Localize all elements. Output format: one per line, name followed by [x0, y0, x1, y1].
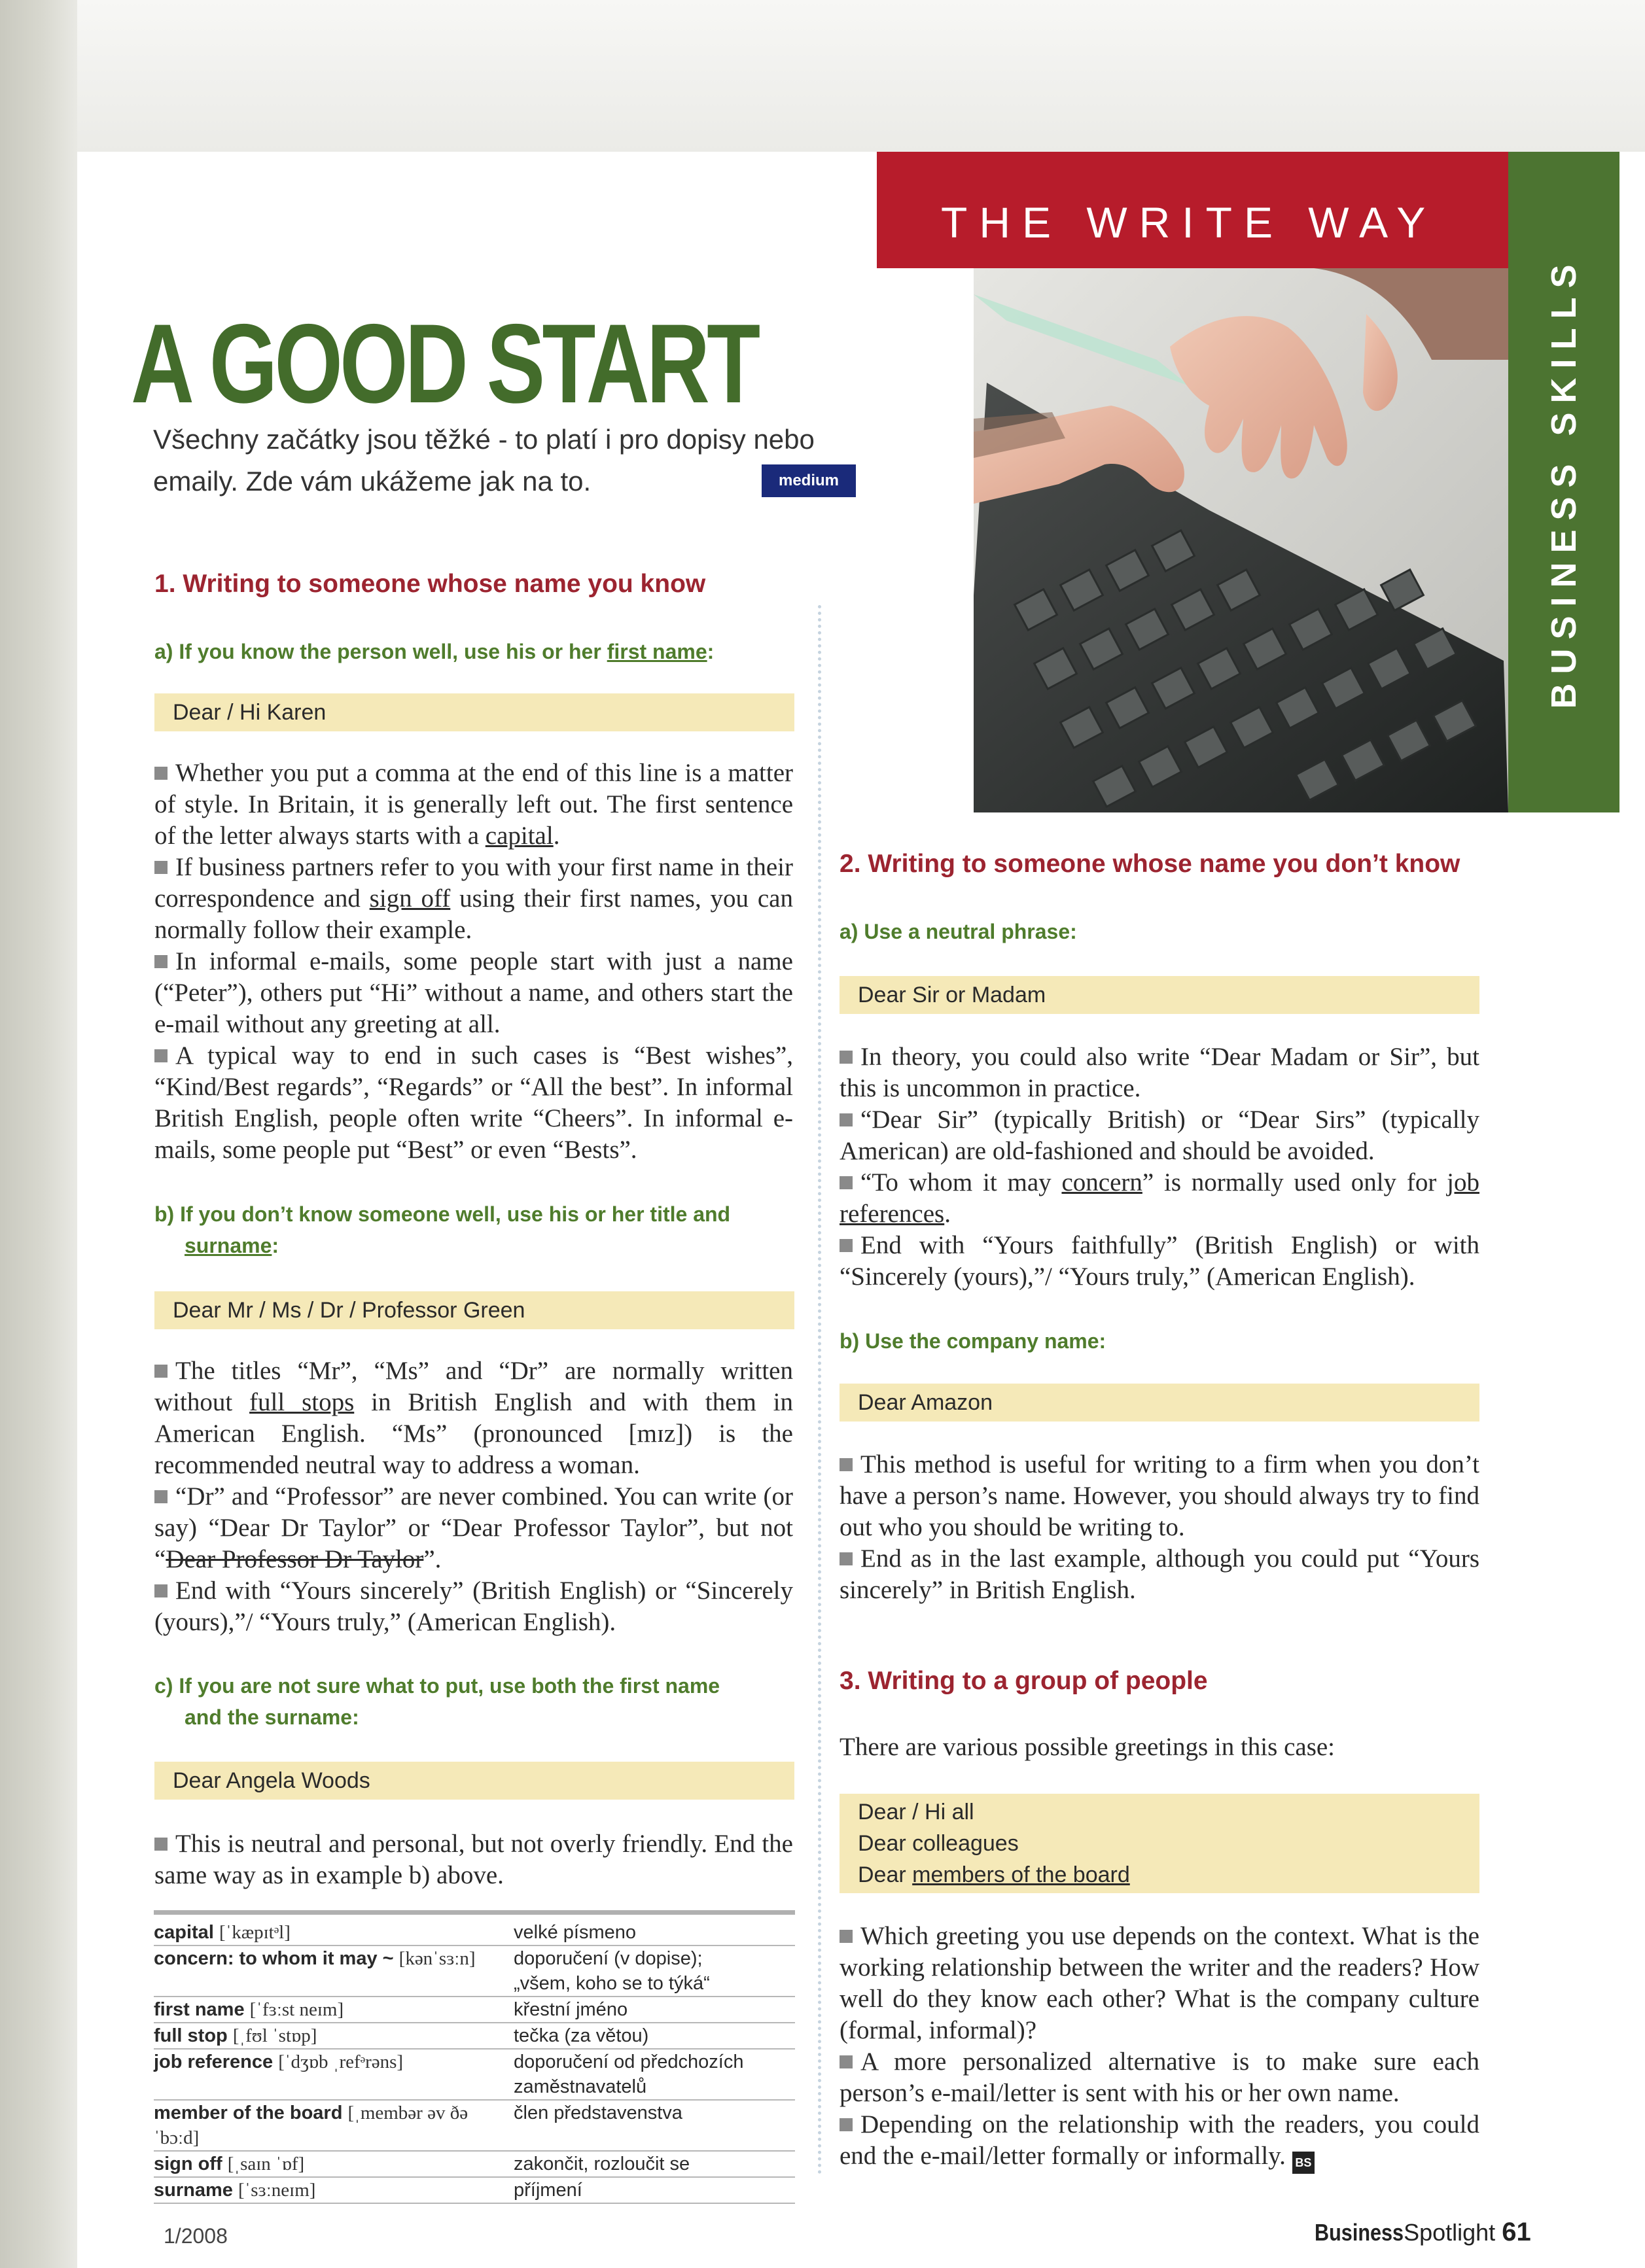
paragraph: The titles “Mr”, “Ms” and “Dr” are normally written without full stops in British English and with them in American English. “Ms” (pronounced [mɪz]) is the recommended neutral way to address a woman.	[154, 1357, 793, 1479]
paragraph: “Dr” and “Professor” are never combined. You can write (or say) “Dear Dr Taylor” or “Dear Professor Taylor”, but not “Dear Professor Dr Taylor”.	[154, 1482, 793, 1573]
vocab-translation-line2: „všem, koho se to týká“	[514, 1973, 710, 1994]
vocab-term: concern: to whom it may ~	[154, 1948, 394, 1969]
bullet-square-icon	[840, 1113, 853, 1126]
vocabulary-rows	[154, 1920, 795, 2204]
vocab-term: full stop	[154, 2025, 228, 2046]
keyboard-photo	[974, 268, 1508, 812]
heading-text: c) If you are not sure what to put, use both the first name	[154, 1674, 720, 1698]
page-number: 61	[1502, 2218, 1531, 2246]
side-tab-label: BUSINESS SKILLS	[1544, 255, 1583, 709]
vocab-pronunciation: [ˈkæpɪtᵊl]	[219, 1922, 291, 1943]
book-spine	[0, 0, 77, 2268]
vocab-translation-cell	[514, 2050, 795, 2099]
example-greeting: Dear Mr / Ms / Dr / Professor Green	[173, 1298, 525, 1323]
vocab-pronunciation: [ˌmembər əv ðə ˈbɔːd]	[154, 2102, 469, 2148]
paragraph: In theory, you could also write “Dear Madam or Sir”, but this is uncommon in practice.	[840, 1043, 1479, 1102]
bullet-square-icon	[154, 1838, 168, 1851]
vocab-translation: doporučení (v dopise);	[514, 1948, 703, 1969]
vocab-term-members-of-the-board: members of the board	[912, 1862, 1130, 1887]
vocab-row	[154, 2152, 795, 2178]
vocab-translation-cell	[514, 1997, 795, 2022]
example-box	[154, 1762, 794, 1800]
bullet-square-icon	[154, 861, 168, 874]
vocab-term-cell	[154, 1920, 514, 1945]
vocab-translation: příjmení	[514, 2180, 582, 2201]
bullet-square-icon	[840, 1176, 853, 1189]
bullet-square-icon	[154, 767, 168, 780]
magazine-name-part2: Spotlight	[1404, 2219, 1496, 2246]
section-3-text	[840, 1921, 1479, 2174]
vocab-translation-cell	[514, 2152, 795, 2176]
vocab-pronunciation: [ˈdʒɒb ˌrefᵊrəns]	[278, 2051, 404, 2072]
paragraph: End with “Yours faithfully” (British English) or with “Sincerely (yours),”/ “Yours truly,” (American English).	[840, 1231, 1479, 1291]
vocab-translation: zakončit, rozloučit se	[514, 2154, 690, 2174]
heading-colon: :	[707, 640, 715, 663]
vocab-pronunciation: [kənˈsɜːn]	[398, 1948, 476, 1969]
example-box	[154, 693, 794, 731]
bullet-square-icon	[840, 1051, 853, 1064]
example-box	[840, 1794, 1479, 1893]
example-greeting: Dear Sir or Madam	[858, 983, 1046, 1007]
vocab-translation-cell	[514, 2101, 795, 2150]
vocab-row	[154, 2101, 795, 2152]
paragraph: Depending on the relationship with the readers, you could end the e-mail/letter formally or informally. BS	[840, 2109, 1479, 2174]
magazine-name-part1: Business	[1315, 2219, 1404, 2246]
example-box	[154, 1291, 794, 1329]
subsection-1c-text	[154, 1828, 793, 1891]
section-2-heading: 2. Writing to someone whose name you don’t know	[840, 850, 1460, 878]
article-subtitle: Všechny začátky jsou těžké - to platí i pro dopisy nebo emaily. Zde vám ukážeme jak na to.	[153, 424, 815, 497]
vocab-translation: doporučení od předchozích	[514, 2051, 744, 2072]
bullet-square-icon	[840, 1930, 853, 1943]
section-1-heading: 1. Writing to someone whose name you know	[154, 570, 706, 598]
subsection-1a-text	[154, 758, 793, 1166]
bullet-square-icon	[154, 1490, 168, 1503]
vocab-term-cell	[154, 2023, 514, 2048]
vocab-term-full-stops: full stops	[249, 1388, 355, 1416]
example-greeting: Dear / Hi Karen	[173, 700, 327, 725]
vocab-translation: člen představenstva	[514, 2102, 682, 2123]
vocab-term: capital	[154, 1922, 214, 1943]
paragraph: A more personalized alternative is to make sure each person’s e-mail/letter is sent with his or her own name.	[840, 2048, 1479, 2107]
bullet-square-icon	[840, 2055, 853, 2068]
vocab-term: member of the board	[154, 2102, 343, 2123]
section-title: THE WRITE WAY	[941, 198, 1438, 247]
vocab-term-cell	[154, 2152, 514, 2176]
scan-background	[0, 0, 1645, 152]
paragraph: This is neutral and personal, but not overly friendly. End the same way as in example b) above.	[154, 1830, 793, 1889]
vocab-term-cell	[154, 2101, 514, 2150]
vocab-row	[154, 1946, 795, 1997]
heading-text: b) If you don’t know someone well, use his or her title and	[154, 1202, 731, 1226]
vocab-term-first-name: first name	[607, 640, 707, 663]
vocab-term-surname: surname	[185, 1234, 272, 1257]
bullet-square-icon	[840, 1458, 853, 1471]
vocab-term-cell	[154, 2178, 514, 2203]
subsection-2b-text	[840, 1449, 1479, 1606]
paragraph: A typical way to end in such cases is “Best wishes”, “Kind/Best regards”, “Regards” or “All the best”. In informal British English, people often write “Cheers”. In informal e-mails, some people put “Best” or even “Bests”.	[154, 1041, 793, 1164]
vocab-term-concern: concern	[1061, 1168, 1142, 1196]
heading-line-2: surname:	[185, 1234, 279, 1257]
bullet-square-icon	[154, 1365, 168, 1378]
vocab-row	[154, 1997, 795, 2023]
paragraph: End with “Yours sincerely” (British English) or “Sincerely (yours),”/ “Yours truly,” (American English).	[154, 1577, 793, 1636]
subsection-2b-heading: b) Use the company name:	[840, 1329, 1106, 1353]
vocab-pronunciation: [ˈsɜːneɪm]	[238, 2180, 316, 2201]
vocab-pronunciation: [ˌfʊl ˈstɒp]	[232, 2025, 317, 2046]
vocab-term-job-references: job references	[840, 1168, 1479, 1228]
issue-number: 1/2008	[164, 2224, 228, 2248]
vocab-translation: velké písmeno	[514, 1922, 636, 1943]
subsection-1b-heading	[154, 1198, 802, 1261]
vocab-term-cell	[154, 1946, 514, 1996]
vocab-row	[154, 2050, 795, 2101]
paragraph: Which greeting you use depends on the context. What is the working relationship between the writer and the readers? How well do they know each other? What is the company culture (formal, informal)?	[840, 1922, 1479, 2044]
vocab-term: sign off	[154, 2154, 222, 2174]
paragraph: “To whom it may concern” is normally used only for job references.	[840, 1168, 1479, 1228]
level-badge: medium	[762, 464, 856, 497]
vocabulary-table	[154, 1910, 795, 2204]
vocab-row	[154, 1920, 795, 1946]
end-mark-icon: BS	[1292, 2152, 1315, 2174]
vocab-pronunciation: [ˌsaɪn ˈɒf]	[227, 2154, 305, 2174]
section-header	[877, 152, 1508, 268]
paragraph: “Dear Sir” (typically British) or “Dear Sirs” (typically American) are old-fashioned and should be avoided.	[840, 1106, 1479, 1165]
vocab-translation-cell	[514, 2023, 795, 2048]
example-greeting: Dear Angela Woods	[173, 1768, 370, 1793]
section-3-intro: There are various possible greetings in this case:	[840, 1733, 1335, 1761]
heading-line-2: and the surname:	[185, 1705, 359, 1729]
vocabulary-top-rule	[154, 1910, 795, 1915]
subsection-1c-heading	[154, 1670, 802, 1733]
bullet-square-icon	[840, 2118, 853, 2131]
vocab-term-cell	[154, 2050, 514, 2099]
page-footer	[1299, 2218, 1531, 2247]
vocab-term: first name	[154, 1999, 245, 2020]
bullet-square-icon	[154, 1049, 168, 1062]
section-3-heading: 3. Writing to a group of people	[840, 1667, 1208, 1695]
subsection-1b-text	[154, 1355, 793, 1638]
example-greeting: Dear members of the board	[858, 1862, 1130, 1887]
vocab-translation-cell	[514, 1946, 795, 1996]
keyboard-image	[974, 268, 1508, 812]
vocab-row	[154, 2178, 795, 2204]
vocab-term-sign-off: sign off	[369, 884, 451, 913]
bullet-square-icon	[840, 1552, 853, 1565]
paragraph: In informal e-mails, some people start with just a name (“Peter”), others put “Hi” without a name, and others start the e-mail without any greeting at all.	[154, 947, 793, 1038]
vocab-translation-cell	[514, 1920, 795, 1945]
example-greeting: Dear Amazon	[858, 1390, 993, 1415]
bullet-square-icon	[154, 1584, 168, 1597]
vocab-term-capital: capital	[485, 822, 554, 850]
heading-text: a) If you know the person well, use his or her	[154, 640, 607, 663]
paragraph: If business partners refer to you with your first name in their correspondence and sign off using their first names, you can normally follow their example.	[154, 853, 793, 944]
vocab-term-cell	[154, 1997, 514, 2022]
subsection-2a-heading: a) Use a neutral phrase:	[840, 920, 1077, 943]
example-box	[840, 1384, 1479, 1422]
bullet-square-icon	[840, 1239, 853, 1252]
column-divider	[818, 605, 821, 2175]
paragraph: End as in the last example, although you could put “Yours sincerely” in British English.	[840, 1544, 1479, 1604]
example-greeting: Dear colleagues	[858, 1831, 1019, 1856]
paragraph: Whether you put a comma at the end of this line is a matter of style. In Britain, it is generally left out. The first sentence of the letter always starts with a capital.	[154, 759, 793, 850]
vocab-term: surname	[154, 2180, 233, 2201]
article-title: A GOOD START	[131, 301, 758, 427]
subsection-2a-text	[840, 1041, 1479, 1293]
side-tab	[1508, 152, 1619, 812]
struck-example: Dear Professor Dr Taylor	[166, 1545, 424, 1573]
example-box	[840, 976, 1479, 1014]
vocab-translation-line2: zaměstnavatelů	[514, 2076, 647, 2097]
subsection-1a-heading	[154, 636, 714, 667]
bullet-square-icon	[154, 955, 168, 968]
vocab-pronunciation: [ˈfɜːst neɪm]	[249, 1999, 344, 2020]
vocab-translation-cell	[514, 2178, 795, 2203]
vocab-row	[154, 2023, 795, 2050]
vocab-translation: tečka (za větou)	[514, 2025, 649, 2046]
vocab-translation: křestní jméno	[514, 1999, 628, 2020]
example-greeting: Dear / Hi all	[858, 1800, 974, 1824]
vocab-term: job reference	[154, 2051, 274, 2072]
paragraph: This method is useful for writing to a firm when you don’t have a person’s name. However, you should always try to find out who you should be writing to.	[840, 1450, 1479, 1541]
